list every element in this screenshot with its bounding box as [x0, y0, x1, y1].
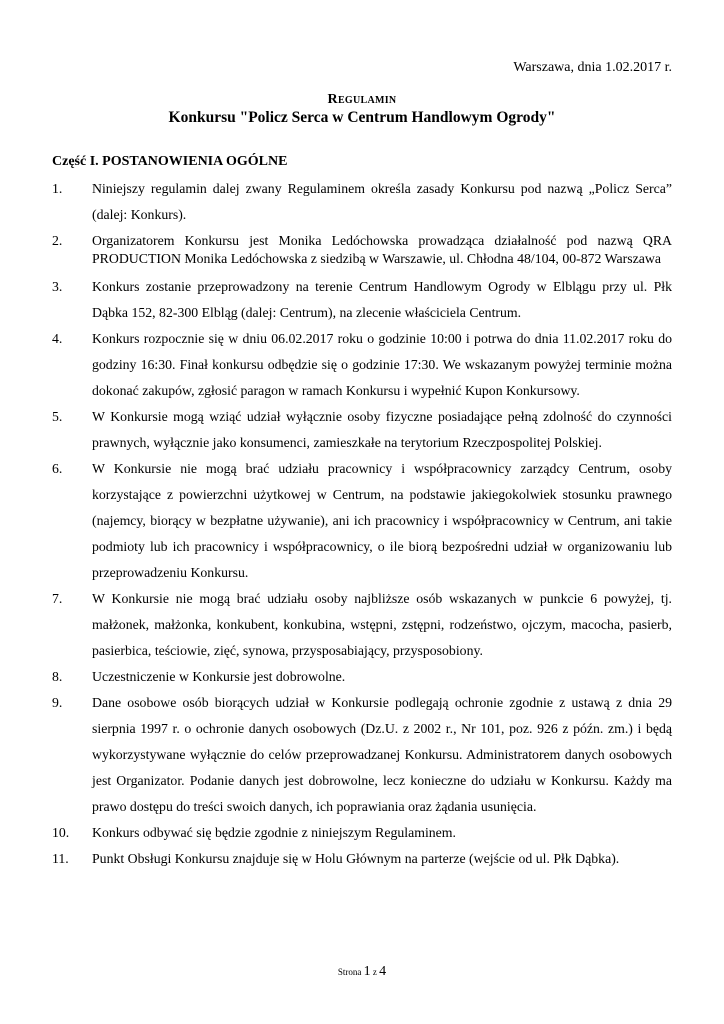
- list-item-number: 8.: [52, 669, 63, 684]
- page-of-label: z: [372, 967, 377, 977]
- list-item-text: Konkurs rozpocznie się w dniu 06.02.2017 roku o godzinie 10:00 i potrwa do dnia 11.02.2017 roku do godziny 16:30. Finał konkursu odbędzie się o godzinie 17:30. We wskazanym powyżej terminie można dokonać zakupów, zgłosić paragon w ramach Konkursu i wypełnić Kupon Konkursowy.: [92, 331, 672, 398]
- list-item-number: 7.: [52, 591, 63, 606]
- list-item-number: 1.: [52, 181, 63, 196]
- list-item-text: Konkurs odbywać się będzie zgodnie z niniejszym Regulaminem.: [92, 825, 456, 840]
- page-number-total: 4: [379, 964, 387, 979]
- list-item-text: Niniejszy regulamin dalej zwany Regulaminem określa zasady Konkursu pod nazwą „Policz Serca” (dalej: Konkurs).: [92, 181, 672, 222]
- list-item-number: 10.: [52, 825, 70, 840]
- list-item: [52, 228, 672, 274]
- list-item: [52, 456, 672, 586]
- document-date: Warszawa, dnia 1.02.2017 r.: [513, 60, 672, 75]
- list-item: [52, 664, 672, 690]
- list-item-text: Punkt Obsługi Konkursu znajduje się w Holu Głównym na parterze (wejście od ul. Płk Dąbka).: [92, 851, 620, 866]
- list-item-number: 4.: [52, 331, 63, 346]
- list-item-text: W Konkursie mogą wziąć udział wyłącznie osoby fizyczne posiadające pełną zdolność do czynności prawnych, wyłącznie jako konsumenci, zamieszkałe na terytorium Rzeczpospolitej Polskiej.: [92, 409, 672, 450]
- page-label: Strona: [337, 967, 362, 977]
- list-item: [52, 586, 672, 664]
- list-item-text: W Konkursie nie mogą brać udziału pracownicy i współpracownicy zarządcy Centrum, osoby korzystające z powierzchni użytkowej w Centrum, na podstawie jakiegokolwiek stosunku prawnego (najemcy, biorący w bezpłatne używanie), ani ich pracownicy i współpracownicy w Centrum, ani takie podmioty lub ich pracownicy i współpracownicy, o ile biorą bezpośredni udział w organizowaniu lub przeprowadzeniu Konkursu.: [92, 461, 672, 580]
- list-item: [52, 820, 672, 846]
- list-item-number: 11.: [52, 851, 69, 866]
- list-item: [52, 846, 672, 872]
- list-item-number: 6.: [52, 461, 63, 476]
- document-subtitle: Konkursu "Policz Serca w Centrum Handlowym Ogrody": [168, 109, 556, 126]
- list-item-number: 2.: [52, 233, 63, 248]
- list-item-text: Dane osobowe osób biorących udział w Konkursie podlegają ochronie zgodnie z ustawą z dnia 29 sierpnia 1997 r. o ochronie danych osobowych (Dz.U. z 2002 r., Nr 101, poz. 926 z późn. zm.) i będą wykorzystywane wyłącznie do celów przeprowadzanej Konkursu. Administratorem danych osobowych jest Organizator. Podanie danych jest dobrowolne, lecz konieczne do udziału w Konkursu. Każdy ma prawo dostępu do treści swoich danych, ich poprawiania oraz żądania usunięcia.: [92, 695, 672, 814]
- list-item: [52, 690, 672, 820]
- list-item: [52, 274, 672, 326]
- section-heading: Część I. POSTANOWIENIA OGÓLNE: [52, 154, 288, 169]
- list-item-text: W Konkursie nie mogą brać udziału osoby najbliższe osób wskazanych w punkcie 6 powyżej, tj. małżonek, małżonka, konkubent, konkubina, wstępni, zstępni, rodzeństwo, ojczym, macocha, pasierb, pasierbica, teściowie, zięć, synowa, przysposabiający, przysposobiony.: [92, 591, 672, 658]
- list-item: [52, 404, 672, 456]
- list-item-number: 3.: [52, 279, 63, 294]
- list-item-text: Uczestniczenie w Konkursie jest dobrowolne.: [92, 669, 346, 684]
- list-item: [52, 176, 672, 228]
- list-item-number: 9.: [52, 695, 63, 710]
- document-title: Regulamin: [327, 92, 397, 107]
- page-footer: [0, 964, 724, 980]
- list-item-number: 5.: [52, 409, 63, 424]
- page-number-current: 1: [363, 964, 371, 979]
- list-item-text: Organizatorem Konkursu jest Monika Ledóchowska prowadząca działalność pod nazwą QRA PRODUCTION Monika Ledóchowska z siedzibą w Warszawie, ul. Chłodna 48/104, 00-872 Warszawa: [92, 233, 672, 266]
- rules-list: [52, 176, 672, 872]
- list-item-text: Konkurs zostanie przeprowadzony na terenie Centrum Handlowym Ogrody w Elblągu przy ul. Płk Dąbka 152, 82-300 Elbląg (dalej: Centrum), na zlecenie właściciela Centrum.: [92, 279, 672, 320]
- list-item: [52, 326, 672, 404]
